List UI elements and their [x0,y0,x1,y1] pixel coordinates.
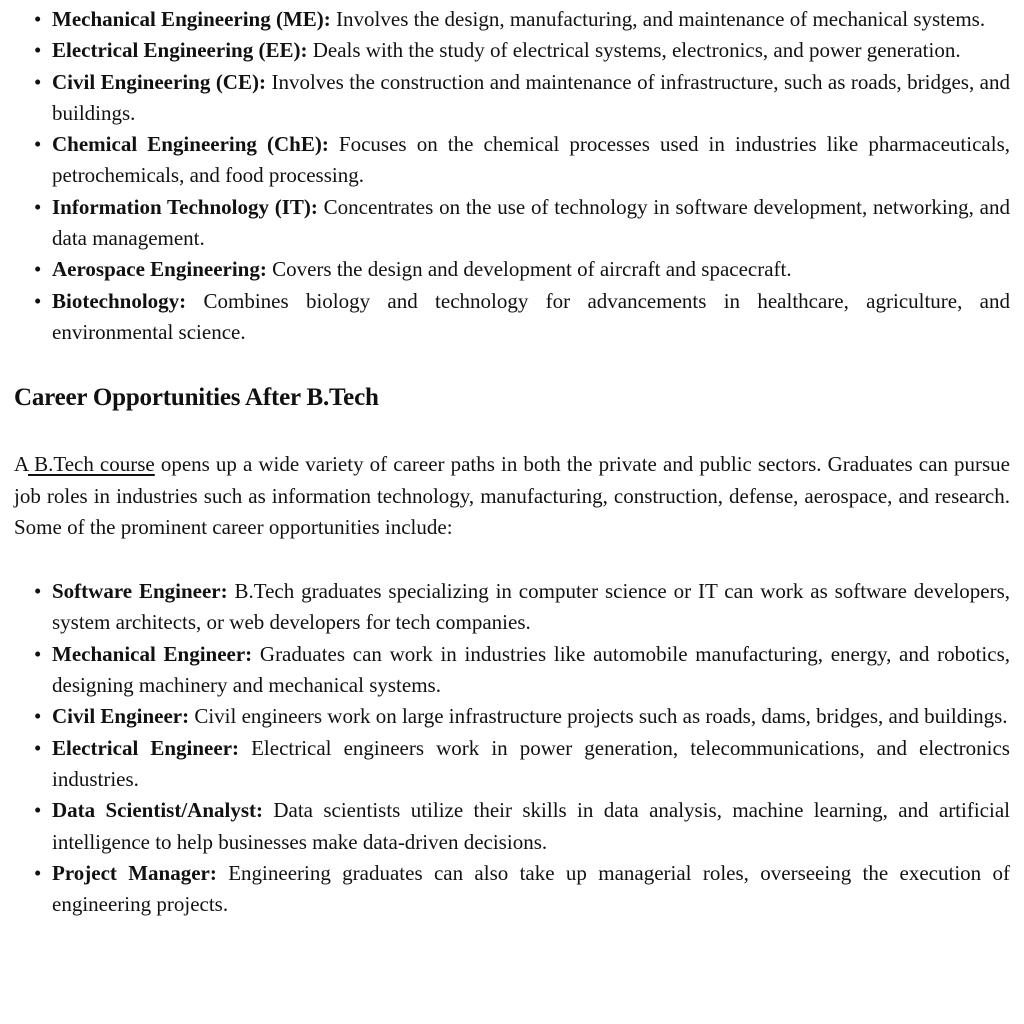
list-item [14,858,1010,921]
list-item-text: Covers the design and development of aircraft and spacecraft. [266,257,792,282]
list-item-title: Mechanical Engineer: [52,641,253,666]
bullet-icon: • [34,735,42,760]
bullet-icon: • [34,132,42,157]
intro-paragraph [14,449,1010,543]
intro-text: opens up a wide variety of career paths in both the private and public sectors. Graduates can pursue job roles in industries such as information technology, manufacturing, construction, defense, aerospace, and research. Some of the prominent career opportunities include: [14,452,1010,539]
list-item-title: Software Engineer: [52,579,228,604]
bullet-icon: • [34,579,42,604]
list-item-title: Project Manager: [52,860,217,885]
list-item-text: Involves the construction and maintenance of infrastructure, such as roads, bridges, and buildings. [52,69,1011,125]
list-item-title: Chemical Engineering (ChE): [52,132,329,157]
list-item [14,639,1010,702]
list-item [14,129,1010,192]
list-item-title: Civil Engineering (CE): [52,69,266,94]
list-item-title: Information Technology (IT): [52,194,318,219]
list-item [14,733,1010,796]
btech-course-link[interactable]: B.Tech course [28,452,155,477]
list-item [14,701,1010,732]
bullet-icon: • [34,641,42,666]
list-item [14,67,1010,130]
bullet-icon: • [34,38,42,63]
list-item-text: Data scientists utilize their skills in data analysis, machine learning, and artificial intelligence to help businesses make data-driven decisions. [52,798,1010,854]
bullet-icon: • [34,257,42,282]
list-item [14,576,1010,639]
bullet-icon: • [34,704,42,729]
list-item-text: Engineering graduates can also take up managerial roles, overseeing the execution of engineering projects. [52,860,1010,917]
list-item-text: Focuses on the chemical processes used in industries like pharmaceuticals, petrochemicals, and food processing. [52,132,1010,188]
list-item [14,192,1010,255]
list-item [14,254,1010,285]
bullet-icon: • [34,798,42,823]
list-item-text: Combines biology and technology for advancements in healthcare, agriculture, and environmental science. [52,288,1010,344]
list-item-title: Data Scientist/Analyst: [52,798,264,823]
engineering-branches-list [14,4,1010,348]
list-item [14,286,1010,349]
list-item-text: Involves the design, manufacturing, and maintenance of mechanical systems. [330,7,986,31]
bullet-icon: • [34,288,42,313]
bullet-icon: • [34,7,42,31]
list-item-text: Concentrates on the use of technology in software development, networking, and data management. [52,194,1011,251]
list-item [14,795,1010,858]
list-item-title: Electrical Engineer: [52,735,240,760]
bullet-icon: • [34,194,42,219]
list-item-title: Aerospace Engineering: [52,257,267,282]
intro-prefix: A [14,452,29,477]
list-item-text: Electrical engineers work in power generation, telecommunications, and electronics industries. [52,735,1010,791]
list-item-text: Graduates can work in industries like automobile manufacturing, energy, and robotics, designing machinery and mechanical systems. [52,641,1011,698]
list-item-title: Mechanical Engineering (ME): [52,7,331,31]
list-item [14,35,1010,66]
list-item-text: Civil engineers work on large infrastructure projects such as roads, dams, bridges, and buildings. [189,704,1008,729]
bullet-icon: • [34,860,42,885]
bullet-icon: • [34,69,42,94]
list-item-text: B.Tech graduates specializing in computer science or IT can work as software developers, system architects, or web developers for tech companies. [52,579,1011,635]
list-item-title: Biotechnology: [52,288,187,313]
list-item-title: Civil Engineer: [52,704,190,729]
section-heading: Career Opportunities After B.Tech [14,384,379,412]
list-item [14,4,1010,35]
career-opportunities-list [14,576,1010,920]
list-item-text: Deals with the study of electrical systems, electronics, and power generation. [307,38,961,63]
list-item-title: Electrical Engineering (EE): [52,38,308,63]
